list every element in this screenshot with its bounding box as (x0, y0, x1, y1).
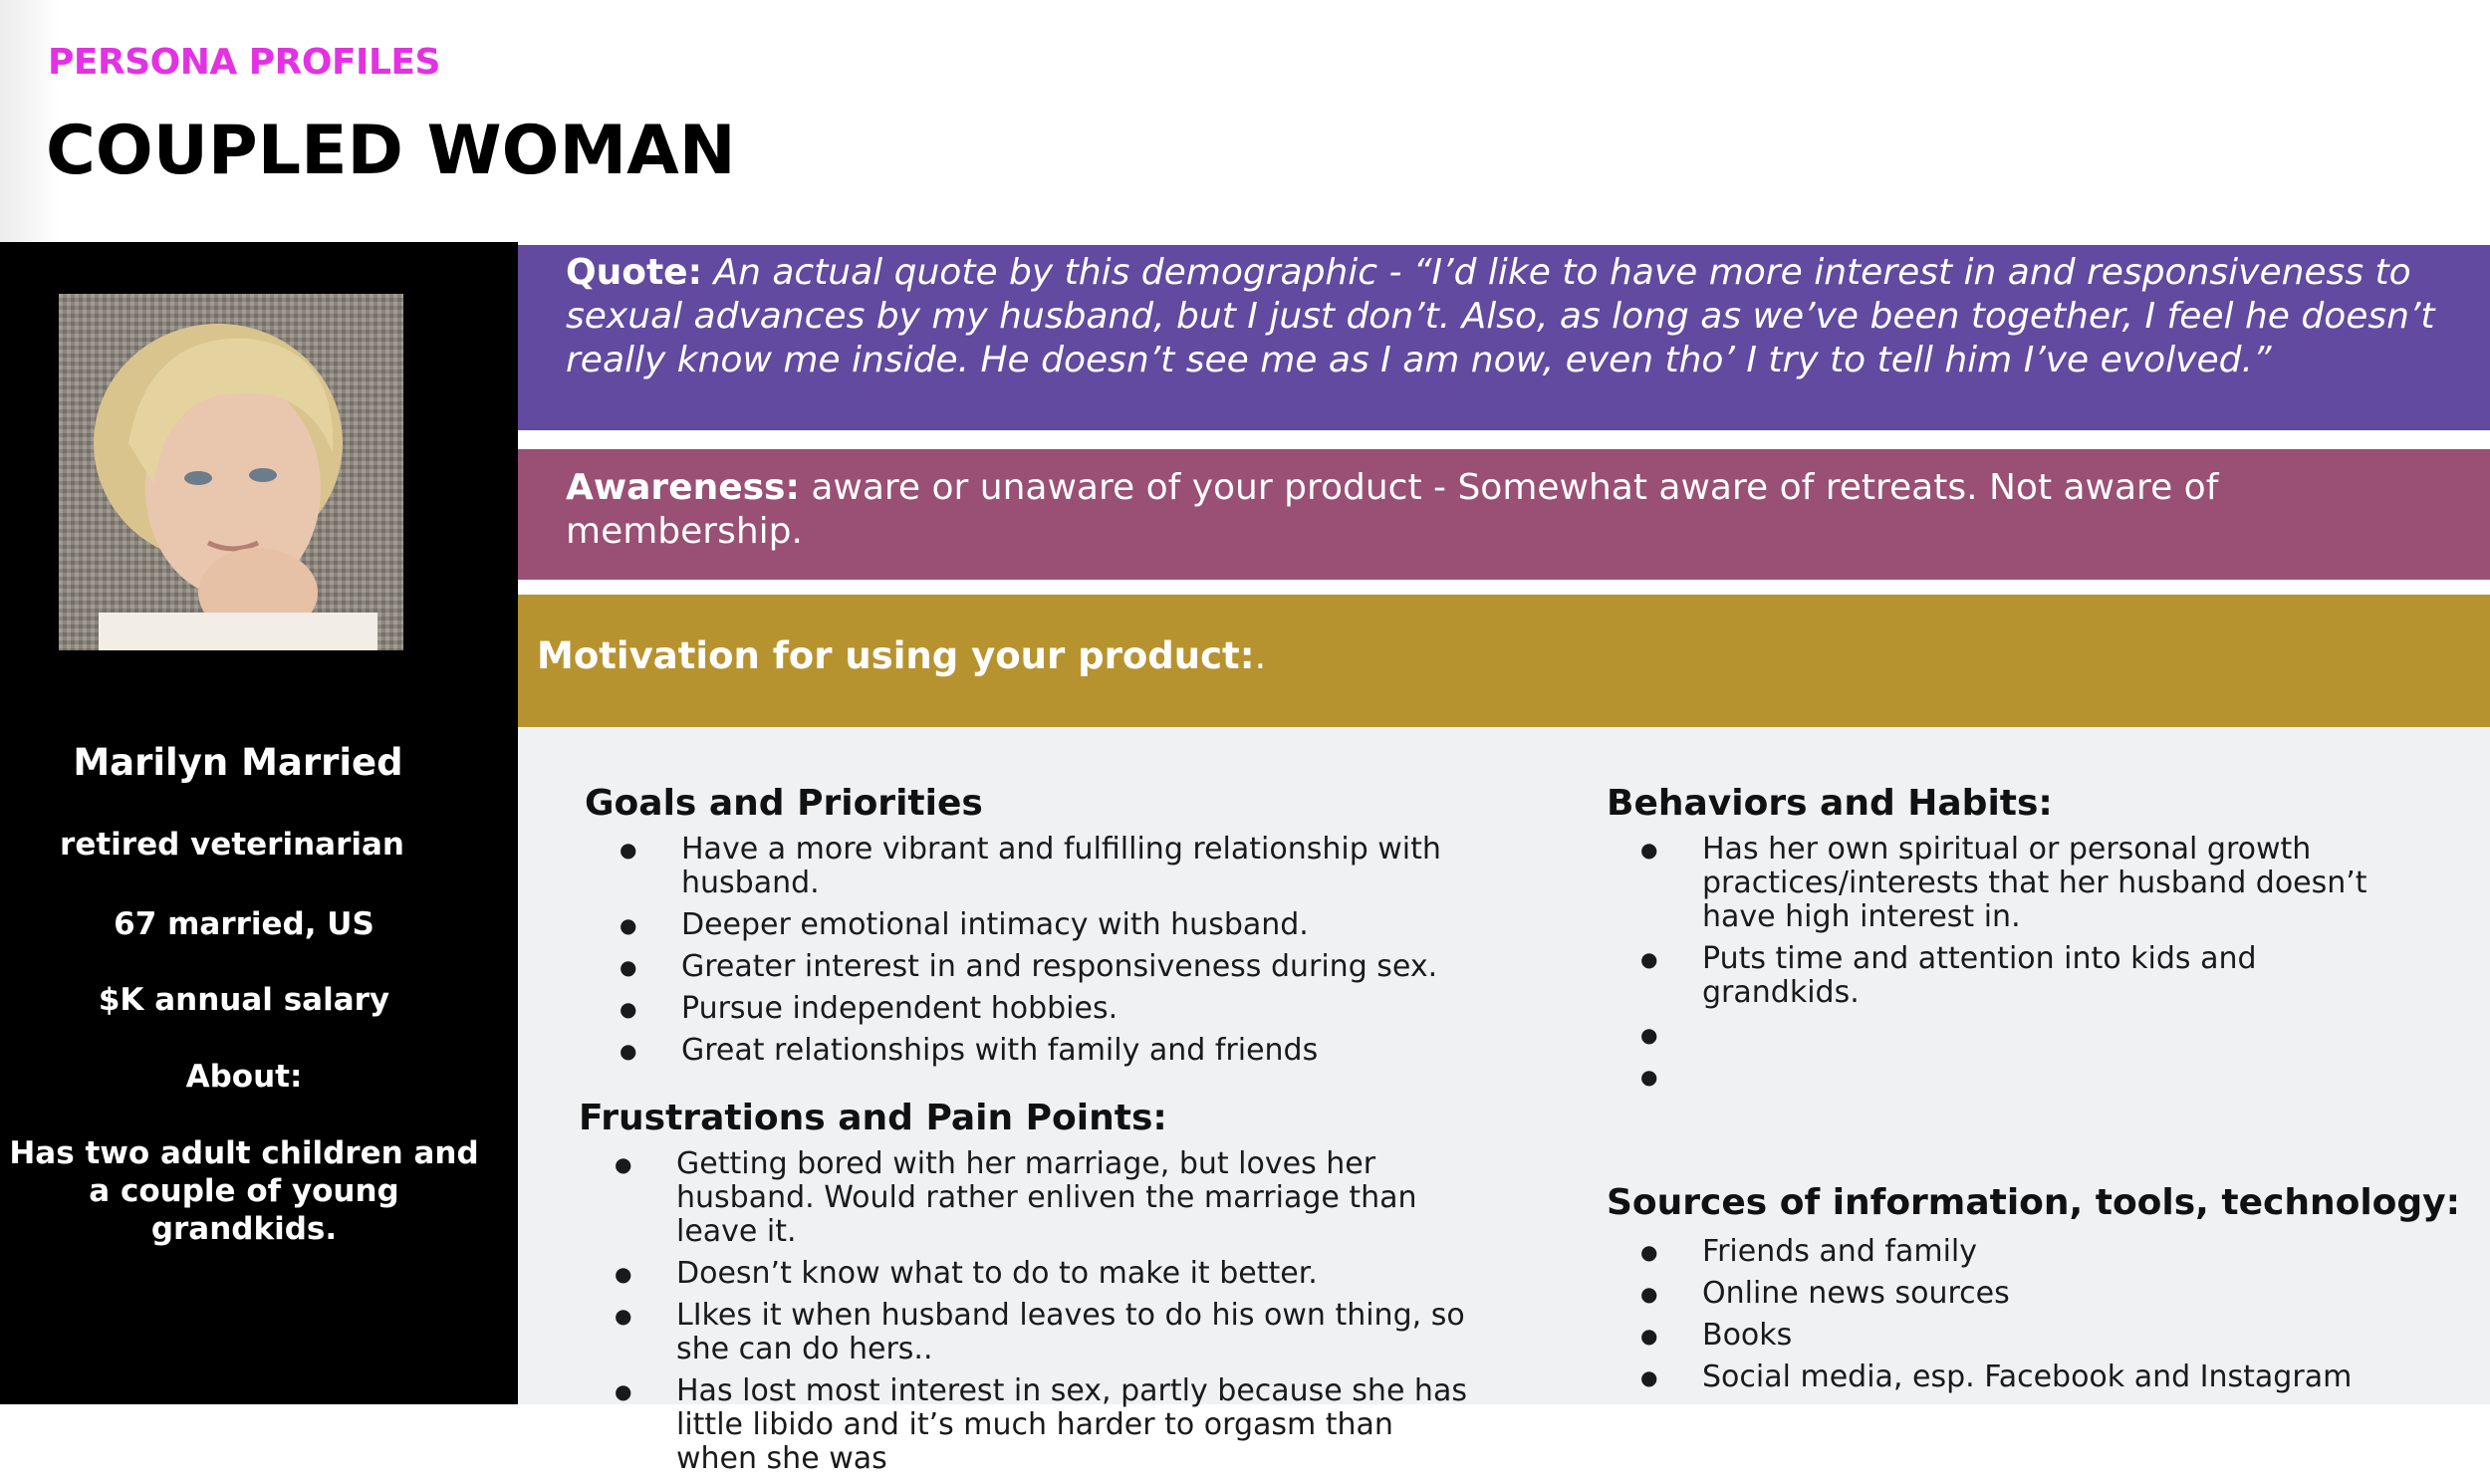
list-item: ● Great relationships with family and friends (618, 1034, 1574, 1068)
motivation-text-block (537, 634, 2429, 677)
list-item: ● Books (1638, 1319, 2435, 1353)
list-item: ● LIkes it when husband leaves to do his own thing, so she can do hers.. (613, 1299, 1479, 1366)
list-item: ● Deeper emotional intimacy with husband. (618, 908, 1574, 942)
about-label: About: (185, 1059, 303, 1095)
goals-heading: Goals and Priorities (585, 783, 983, 824)
list-item: ● Have a more vibrant and fulfilling relationship with husband. (618, 833, 1574, 900)
awareness-panel (518, 449, 2490, 580)
list-item-empty (1638, 1060, 2395, 1094)
list-item: ● Online news sources (1638, 1277, 2435, 1311)
section-kicker: PERSONA PROFILES (48, 42, 440, 83)
quote-label: Quote: (566, 252, 702, 293)
behaviors-heading: Behaviors and Habits: (1607, 783, 2053, 824)
persona-occupation: retired veterinarian (60, 827, 404, 863)
quote-text-block (566, 251, 2458, 382)
persona-name: Marilyn Married (73, 741, 403, 784)
persona-photo (59, 294, 403, 650)
header (0, 0, 2490, 242)
sources-list (1638, 1235, 2435, 1402)
persona-photo-illustration (59, 294, 403, 650)
sources-heading: Sources of information, tools, technology: (1607, 1182, 2461, 1223)
motivation-suffix: . (1254, 634, 1267, 677)
list-item: ● Getting bored with her marriage, but loves her husband. Would rather enliven the marriage than leave it. (613, 1147, 1479, 1249)
motivation-label: Motivation for using your product: (537, 634, 1255, 677)
frustrations-list (613, 1147, 1479, 1484)
behaviors-list (1638, 833, 2395, 1102)
persona-age-status: 67 married, US (114, 906, 374, 942)
list-item: ● Social media, esp. Facebook and Instagram (1638, 1360, 2435, 1394)
list-item: ● Puts time and attention into kids and grandkids. (1638, 942, 2395, 1010)
persona-sidebar (0, 242, 518, 1404)
awareness-text-block (566, 466, 2458, 554)
list-item: ● Doesn’t know what to do to make it better. (613, 1257, 1479, 1291)
goals-list (618, 833, 1574, 1076)
list-item: ● Friends and family (1638, 1235, 2435, 1269)
awareness-text: aware or unaware of your product - Somewhat aware of retreats. Not aware of membership. (566, 467, 2219, 552)
persona-salary: $K annual salary (98, 982, 390, 1018)
list-item: ● Greater interest in and responsiveness during sex. (618, 950, 1574, 984)
quote-text: An actual quote by this demographic - “I’d like to have more interest in and responsiveness to sexual advances by my husband, but I just don’t. Also, as long as we’ve been together, I feel he doesn’t really know me inside. He doesn’t see me as I am now, even tho’ I try to tell him I’ve evolved.” (566, 252, 2435, 380)
persona-details (518, 727, 2490, 1476)
frustrations-heading: Frustrations and Pain Points: (579, 1098, 1167, 1138)
about-text: Has two adult children and a couple of young grandkids. (9, 1135, 479, 1247)
awareness-label: Awareness: (566, 467, 800, 508)
quote-panel (518, 245, 2490, 430)
list-item: ● Has lost most interest in sex, partly because she has little libido and it’s much harder to orgasm than when she was (613, 1374, 1479, 1476)
motivation-panel (518, 595, 2490, 727)
list-item: ● Pursue independent hobbies. (618, 992, 1574, 1026)
list-item-empty (1638, 1018, 2395, 1052)
page-title: COUPLED WOMAN (46, 112, 736, 190)
list-item: ● Has her own spiritual or personal growth practices/interests that her husband doesn’t have high interest in. (1638, 833, 2395, 934)
